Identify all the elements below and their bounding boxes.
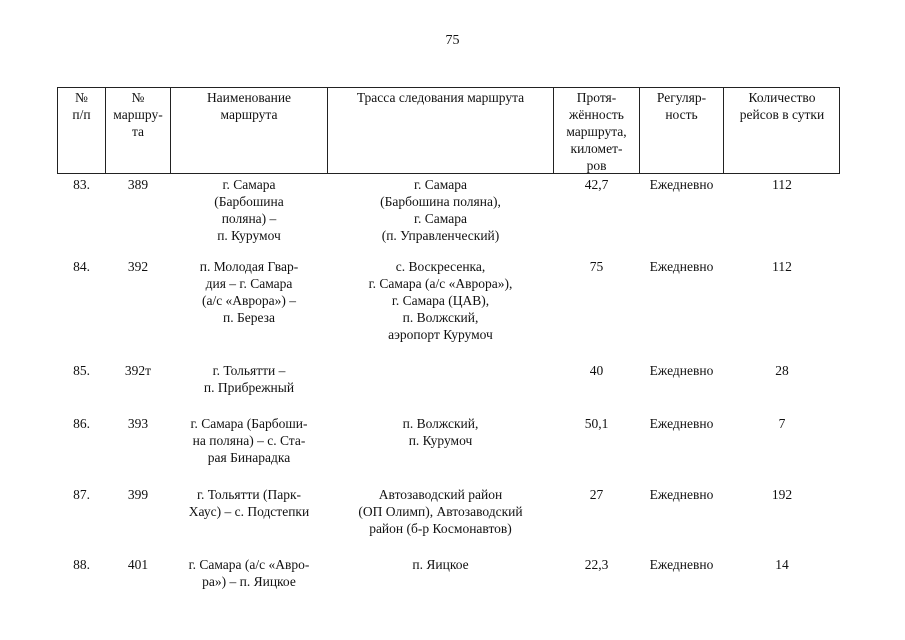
row-number: 85. xyxy=(73,363,90,378)
header-route-name: Наименование маршрута xyxy=(206,90,292,122)
route-regularity: Ежедневно xyxy=(649,416,714,431)
route-regularity: Ежедневно xyxy=(649,363,714,378)
route-length: 40 xyxy=(589,363,604,378)
header-trips-per-day: Количество рейсов в сутки xyxy=(739,90,825,122)
row-number: 86. xyxy=(73,416,90,431)
route-number: 401 xyxy=(127,557,149,572)
route-name: п. Молодая Гвар- дия – г. Самара (а/с «Аврора») – п. Береза xyxy=(199,259,299,325)
route-path: Автозаводский район (ОП Олимп), Автозаводский район (б-р Космонавтов) xyxy=(358,487,523,536)
route-length: 22,3 xyxy=(584,557,609,572)
route-number: 389 xyxy=(127,177,149,192)
route-length: 50,1 xyxy=(584,416,609,431)
route-regularity: Ежедневно xyxy=(649,487,714,502)
row-number: 88. xyxy=(73,557,90,572)
route-path: п. Яицкое xyxy=(412,557,469,572)
header-route-number: № маршру- та xyxy=(113,90,163,139)
route-regularity: Ежедневно xyxy=(649,177,714,192)
route-length: 42,7 xyxy=(584,177,609,192)
route-name: г. Самара (а/с «Авро- ра») – п. Яицкое xyxy=(188,557,310,589)
route-name: г. Тольятти (Парк- Хаус) – с. Подстепки xyxy=(188,487,310,519)
page-number: 75 xyxy=(445,33,460,48)
route-length: 27 xyxy=(589,487,604,502)
header-number: № п/п xyxy=(72,90,91,122)
route-regularity: Ежедневно xyxy=(649,557,714,572)
route-trips: 112 xyxy=(772,259,792,274)
route-trips: 192 xyxy=(771,487,793,502)
route-trips: 7 xyxy=(778,416,786,431)
route-number: 392 xyxy=(127,259,149,274)
route-path: с. Воскресенка, г. Самара (а/с «Аврора»), г. Самара (ЦАВ), п. Волжский, аэропорт Курумоч xyxy=(368,259,513,342)
route-number: 393 xyxy=(127,416,149,431)
route-length: 75 xyxy=(589,259,604,274)
header-route-path: Трасса следования маршрута xyxy=(356,90,525,105)
route-number: 399 xyxy=(127,487,149,502)
row-number: 87. xyxy=(73,487,90,502)
header-route-length: Протя- жённость маршрута, километ- ров xyxy=(566,90,627,173)
route-name: г. Самара (Барбоши- на поляна) – с. Ста- рая Бинарадка xyxy=(190,416,308,465)
route-regularity: Ежедневно xyxy=(649,259,714,274)
route-name: г. Тольятти – п. Прибрежный xyxy=(203,363,295,395)
route-trips: 112 xyxy=(772,177,792,192)
route-trips: 28 xyxy=(775,363,789,378)
route-trips: 14 xyxy=(775,557,789,572)
row-number: 84. xyxy=(73,259,90,274)
route-name: г. Самара (Барбошина поляна) – п. Курумоч xyxy=(214,177,284,243)
route-path: г. Самара (Барбошина поляна), г. Самара (п. Управленческий) xyxy=(380,177,501,243)
route-path: п. Волжский, п. Курумоч xyxy=(402,416,479,448)
row-number: 83. xyxy=(73,177,90,192)
route-number: 392т xyxy=(124,363,152,378)
header-regularity: Регуляр- ность xyxy=(656,90,707,122)
